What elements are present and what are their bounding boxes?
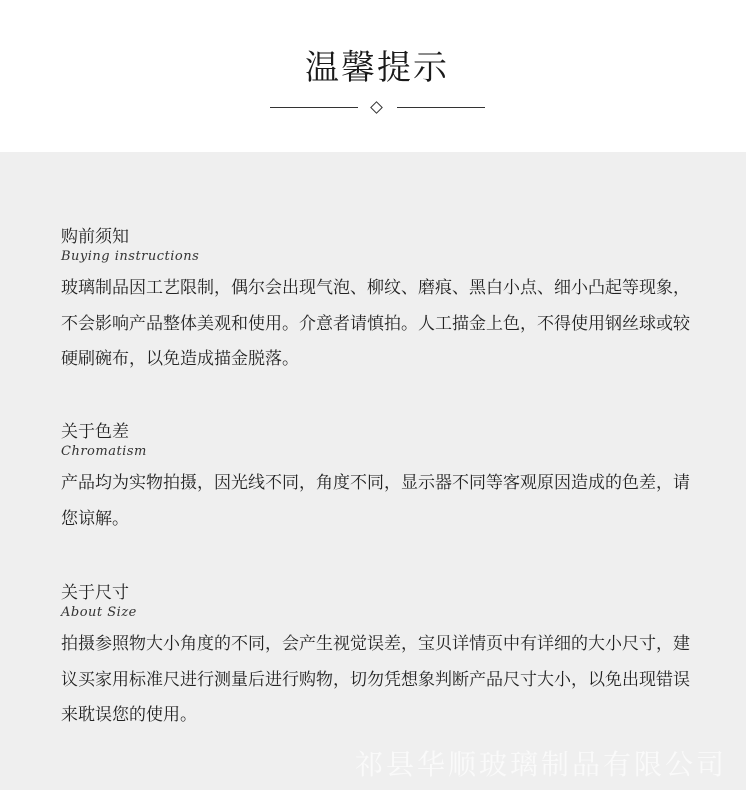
section-subtitle: Buying instructions <box>61 249 200 264</box>
section-subtitle: About Size <box>61 605 137 620</box>
section-body: 玻璃制品因工艺限制，偶尔会出现气泡、柳纹、磨痕、黑白小点、细小凸起等现象，不会影响产品整体美观和使用。介意者请慎拍。人工描金上色，不得使用钢丝球或较硬刷碗布，以免造成描金脱落。 <box>61 278 690 369</box>
section-title: 关于尺寸 <box>61 583 129 603</box>
divider-line-left <box>270 107 358 108</box>
title-divider <box>270 100 485 116</box>
company-watermark: 祁县华顺玻璃制品有限公司 <box>355 748 728 781</box>
section-chromatism <box>61 421 701 537</box>
section-body: 产品均为实物拍摄，因光线不同，角度不同，显示器不同等客观原因造成的色差，请您谅解。 <box>61 473 690 529</box>
section-body: 拍摄参照物大小角度的不同，会产生视觉误差，宝贝详情页中有详细的大小尺寸，建议买家用标准尺进行测量后进行购物，切勿凭想象判断产品尺寸大小，以免出现错误来耽误您的使用。 <box>61 634 690 725</box>
section-title: 关于色差 <box>61 422 129 442</box>
divider-line-right <box>397 107 485 108</box>
section-subtitle: Chromatism <box>61 444 147 459</box>
section-about-size <box>61 582 701 734</box>
diamond-icon <box>370 101 383 114</box>
section-title: 购前须知 <box>61 227 129 247</box>
page-title: 温馨提示 <box>305 48 449 88</box>
section-buying-instructions <box>61 226 701 378</box>
